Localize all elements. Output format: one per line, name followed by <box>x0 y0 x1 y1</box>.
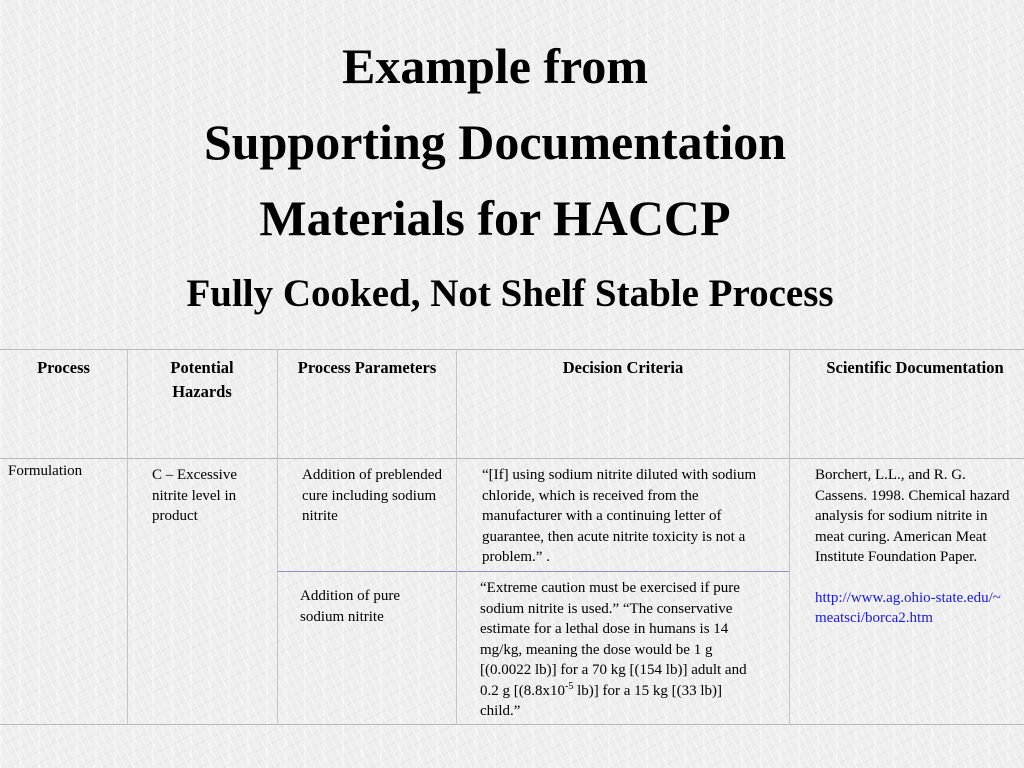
table-top-border <box>0 349 1024 350</box>
column-divider <box>277 349 278 725</box>
header-decision-criteria: Decision Criteria <box>562 358 684 377</box>
table-bottom-border <box>0 724 1024 725</box>
criteria-2-text: “Extreme caution must be exercised if pure sodium nitrite is used.” “The conservative estimate for a lethal dose in humans is 14 mg/kg, meaning the dose would be 1 g [(0.0022 lb)] for a 70 kg [(154 lb)] adult and 0.2 g [(8.8x10 <box>480 580 747 699</box>
cell-parameter-1: Addition of preblended cure including sodium nitrite <box>302 467 442 524</box>
slide-title <box>0 28 990 256</box>
citation-text: Borchert, L.L., and R. G. Cassens. 1998. Chemical hazard analysis for sodium nitrite in meat curing. American Meat Institute Foundation Paper. <box>815 467 1010 565</box>
criteria-2-text-end: lb)] for a 15 kg [(33 lb)] child.” <box>480 682 723 719</box>
column-divider <box>456 349 457 725</box>
cell-criteria-2 <box>480 578 760 722</box>
column-divider <box>789 349 790 725</box>
cell-process: Formulation <box>8 463 83 479</box>
documentation-link[interactable]: http://www.ag.ohio-state.edu/~meatsci/borca2.htm <box>815 589 1001 626</box>
header-bottom-border <box>0 458 1024 459</box>
row-divider <box>278 571 790 572</box>
header-potential-hazards: Potential Hazards <box>170 358 234 401</box>
header-process-parameters: Process Parameters <box>297 358 437 377</box>
criteria-2-exponent: -5 <box>565 680 574 692</box>
cell-documentation <box>815 465 1010 629</box>
title-line-1: Example from <box>342 38 648 94</box>
cell-criteria-1: “[If] using sodium nitrite diluted with sodium chloride, which is received from the manufacturer with a continuing letter of guarantee, then acute nitrite toxicity is not a problem.” . <box>482 467 757 565</box>
cell-hazard: C – Excessive nitrite level in product <box>152 467 237 524</box>
slide-subtitle: Fully Cooked, Not Shelf Stable Process <box>186 272 834 315</box>
header-scientific-documentation: Scientific Documentation <box>826 358 1004 377</box>
title-line-3: Materials for HACCP <box>259 190 731 246</box>
title-line-2: Supporting Documentation <box>203 114 787 170</box>
cell-parameter-2: Addition of pure sodium nitrite <box>300 588 400 625</box>
header-process: Process <box>37 358 90 377</box>
column-divider <box>127 349 128 725</box>
